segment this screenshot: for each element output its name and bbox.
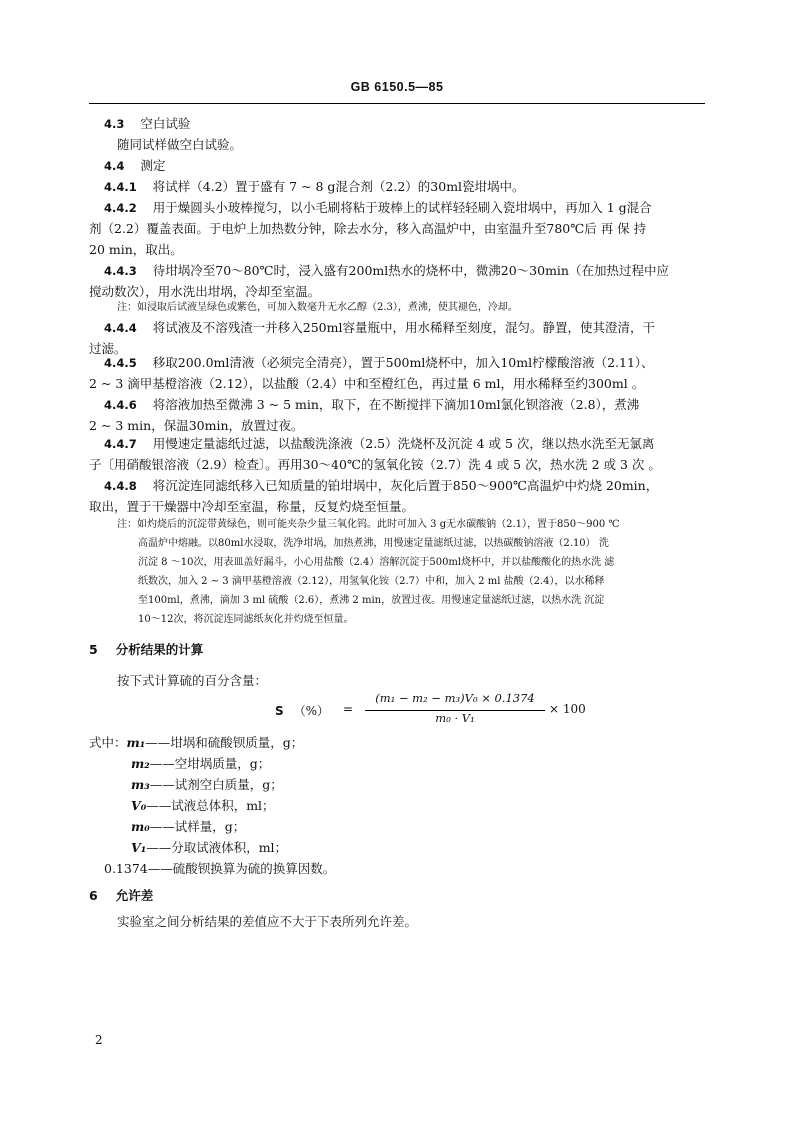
paragraph-text: 移取200.0ml清液（必须完全清亮），置于500ml烧杯中，加入10ml柠檬酸溶液（2.11）、 bbox=[152, 355, 654, 370]
var-symbol: V₀ bbox=[131, 798, 147, 813]
section-title: 测定 bbox=[140, 158, 166, 173]
var-desc: ——分取试液体积，ml； bbox=[146, 840, 288, 855]
paragraph-4-4-7-line1 bbox=[104, 434, 654, 454]
formula-equals: = bbox=[343, 702, 354, 716]
section-number: 4.4.6 bbox=[104, 398, 137, 412]
header-rule bbox=[89, 103, 705, 104]
section-number: 4.4.7 bbox=[104, 437, 137, 451]
paragraph-text: 用于燥圆头小玻棒搅匀，以小毛刷将粘于玻棒上的试样轻轻刷入瓷坩埚中，再加入 1 g混合 bbox=[152, 200, 652, 215]
var-def-m2 bbox=[131, 754, 270, 774]
var-desc: ——空坩埚质量，g； bbox=[149, 756, 271, 771]
section-4-3-text: 随同试样做空白试验。 bbox=[117, 137, 243, 152]
var-desc: ——硫酸钡换算为硫的换算因数。 bbox=[147, 861, 336, 876]
paragraph-4-4-6-line2: 2 ~ 3 min，保温30min，放置过夜。 bbox=[89, 418, 304, 433]
var-desc: ——试液总体积，ml； bbox=[146, 798, 275, 813]
paragraph-text: 将试样（4.2）置于盛有 7 ~ 8 g混合剂（2.2）的30ml瓷坩埚中。 bbox=[152, 179, 525, 194]
var-desc: ——试样量，g； bbox=[149, 819, 246, 834]
var-symbol: m₂ bbox=[131, 756, 150, 771]
var-def-m0 bbox=[131, 817, 245, 837]
section-title: 空白试验 bbox=[140, 116, 191, 131]
formula-symbol: S bbox=[275, 704, 284, 718]
paragraph-text: 将溶液加热至微沸 3 ~ 5 min，取下，在不断搅拌下滴加10ml氯化钡溶液（2.8），煮沸 bbox=[152, 397, 640, 412]
paragraph-4-4-1 bbox=[104, 177, 525, 197]
standard-number-header: GB 6150.5—85 bbox=[350, 80, 444, 94]
formula-numerator: (m₁ − m₂ − m₃)V₀ × 0.1374 bbox=[375, 691, 535, 705]
page-number: 2 bbox=[95, 1033, 103, 1047]
note-4-4-8-line4: 纸数次，加入 2 ~ 3 滴甲基橙溶液（2.12），用氢氧化铵（2.7）中和，加入 2 ml 盐酸（2.4），以水稀释 bbox=[138, 576, 605, 587]
section-4-4-heading bbox=[104, 156, 165, 176]
section-number: 5 bbox=[89, 642, 98, 657]
note-4-4-8-line3: 沉淀 8 ～10次，用表皿盖好漏斗，小心用盐酸（2.4）溶解沉淀于500ml烧杯中，并以盐酸酸化的热水洗 滤 bbox=[138, 557, 615, 568]
section-number: 4.4.8 bbox=[104, 479, 137, 493]
paragraph-text: 用慢速定量滤纸过滤，以盐酸洗涤液（2.5）洗烧杯及沉淀 4 或 5 次，继以热水洗至无氯离 bbox=[152, 436, 655, 451]
var-def-m3 bbox=[131, 775, 283, 795]
var-desc: ——坩埚和硫酸钡质量，g； bbox=[145, 735, 304, 750]
note-4-4-8-line5: 至100ml，煮沸，滴加 3 ml 硫酸（2.6），煮沸 2 min，放置过夜。用慢速定量滤纸过滤，以热水洗 沉淀 bbox=[138, 595, 605, 606]
formula-intro: 按下式计算硫的百分含量： bbox=[117, 673, 268, 688]
paragraph-4-4-4-line2: 过滤。 bbox=[89, 341, 127, 356]
var-symbol: m₁ bbox=[126, 735, 146, 750]
paragraph-4-4-3-line2: 搅动数次），用水洗出坩埚，冷却至室温。 bbox=[89, 284, 321, 299]
note-4-4-3: 注：如浸取后试液呈绿色或紫色，可加入数毫升无水乙醇（2.3），煮沸，使其褪色，冷却。 bbox=[117, 302, 518, 313]
section-title: 分析结果的计算 bbox=[115, 642, 204, 657]
paragraph-4-4-2-line1 bbox=[104, 198, 652, 218]
paragraph-4-4-8-line1 bbox=[104, 476, 658, 496]
section-4-3-heading bbox=[104, 114, 190, 134]
var-prefix: 式中： bbox=[89, 735, 127, 750]
note-4-4-8-line2: 高温炉中熔融。以80ml水浸取，洗净坩埚，加热煮沸，用慢速定量滤纸过滤，以热碳酸钠溶液（2.10） 洗 bbox=[138, 538, 609, 549]
formula-denominator: m₀ · V₁ bbox=[435, 711, 475, 725]
section-number: 6 bbox=[89, 888, 98, 903]
section-number: 4.3 bbox=[104, 117, 125, 131]
section-number: 4.4.1 bbox=[104, 180, 137, 194]
section-number: 4.4.2 bbox=[104, 201, 137, 215]
var-symbol: m₃ bbox=[131, 777, 150, 792]
formula-multiplier: × 100 bbox=[549, 702, 586, 716]
section-number: 4.4 bbox=[104, 159, 125, 173]
note-4-4-8-line1: 注：如灼烧后的沉淀带黄绿色，则可能夹杂少量三氧化钨。此时可加入 3 g无水碳酸钠（2.1），置于850～900 ℃ bbox=[117, 519, 620, 530]
section-number: 4.4.3 bbox=[104, 264, 137, 278]
var-def-v1 bbox=[131, 838, 287, 858]
paragraph-4-4-5-line1 bbox=[104, 353, 654, 373]
section-6-heading bbox=[89, 886, 153, 906]
paragraph-4-4-6-line1 bbox=[104, 395, 639, 415]
section-number: 4.4.5 bbox=[104, 356, 137, 370]
paragraph-text: 待坩埚冷至70～80℃时，浸入盛有200ml热水的烧杯中，微沸20～30min（在加热过程中应 bbox=[152, 263, 669, 278]
paragraph-4-4-4-line1 bbox=[104, 318, 655, 338]
section-5-heading bbox=[89, 640, 203, 660]
sulfur-formula bbox=[275, 691, 595, 731]
paragraph-4-4-2-line2: 剂（2.2）覆盖表面。于电炉上加热数分钟，除去水分，移入高温炉中，由室温升至780℃后 再 保 持 bbox=[89, 221, 647, 236]
section-6-text: 实验室之间分析结果的差值应不大于下表所列允许差。 bbox=[117, 914, 418, 929]
paragraph-4-4-3-line1 bbox=[104, 261, 669, 281]
section-title: 允许差 bbox=[115, 888, 154, 903]
section-number: 4.4.4 bbox=[104, 321, 137, 335]
paragraph-4-4-8-line2: 取出，置于干燥器中冷却至室温，称量，反复灼烧至恒量。 bbox=[89, 499, 415, 514]
formula-unit: （%） bbox=[293, 704, 330, 718]
var-desc: ——试剂空白质量，g； bbox=[149, 777, 283, 792]
var-def-m1 bbox=[89, 733, 303, 753]
paragraph-text: 将沉淀连同滤纸移入已知质量的铂坩埚中，灰化后置于850～900℃高温炉中灼烧 20min， bbox=[152, 478, 659, 493]
paragraph-4-4-2-line3: 20 min，取出。 bbox=[89, 242, 183, 257]
var-def-v0 bbox=[131, 796, 275, 816]
var-symbol: 0.1374 bbox=[104, 861, 148, 876]
var-def-factor bbox=[104, 859, 335, 879]
paragraph-text: 将试液及不溶残渣一并移入250ml容量瓶中，用水稀释至刻度，混匀。静置，使其澄清，干 bbox=[152, 320, 655, 335]
note-4-4-8-line6: 10～12次，将沉淀连同滤纸灰化并灼烧至恒量。 bbox=[138, 614, 354, 625]
var-symbol: V₁ bbox=[131, 840, 147, 855]
paragraph-4-4-5-line2: 2 ~ 3 滴甲基橙溶液（2.12），以盐酸（2.4）中和至橙红色，再过量 6 ml，用水稀释至约300ml 。 bbox=[89, 376, 645, 391]
var-symbol: m₀ bbox=[131, 819, 150, 834]
formula-lhs bbox=[275, 702, 329, 719]
paragraph-4-4-7-line2: 子〔用硝酸银溶液（2.9）检查〕。再用30～40℃的氢氧化铵（2.7）洗 4 或 5 次，热水洗 2 或 3 次 。 bbox=[89, 457, 661, 472]
